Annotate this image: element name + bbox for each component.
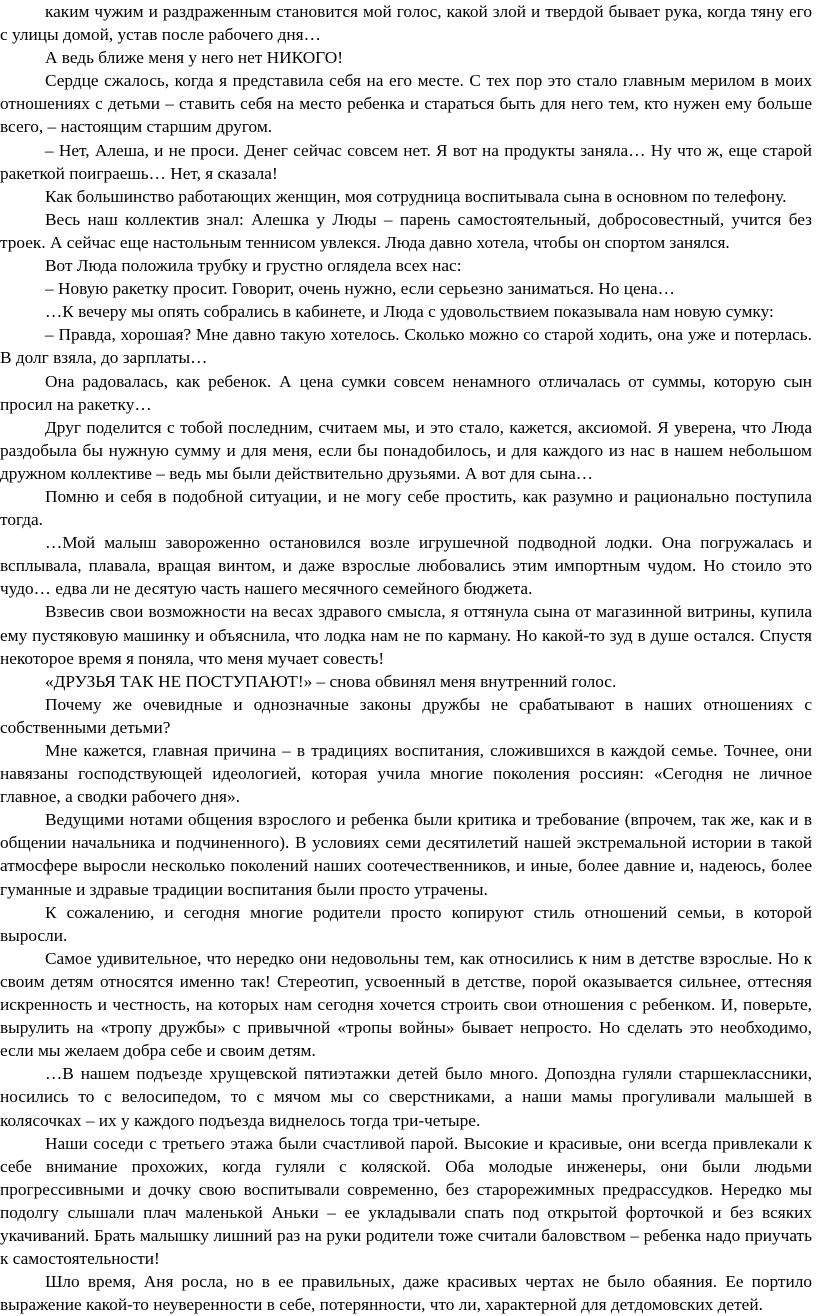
paragraph: каким чужим и раздраженным становится мой голос, какой злой и твердой бывает рука, когда тяну его с улицы домой, устав после рабочего дня… — [0, 2, 812, 45]
paragraph: А ведь ближе меня у него нет НИКОГО! — [45, 48, 343, 68]
paragraph: Наши соседи с третьего этажа были счастливой парой. Высокие и красивые, они всегда привлекали к себе внимание прохожих, когда гуляли с коляской. Оба молодые инженеры, они были людьми прогрессивными и дочку свою воспитывали современно, без старорежимных предрассудков. Нередко мы подолгу слышали плач маленькой Аньки – ее укладывали спать под открытой форточкой и без всяких укачиваний. Брать малышку лишний раз на руки родители тоже считали баловством – ребенка надо приучать к самостоятельности! — [0, 1133, 812, 1269]
paragraph: – Правда, хорошая? Мне давно такую хотелось. Сколько можно со старой ходить, она уже и потерлась. В долг взяла, до зарплаты… — [0, 325, 812, 368]
paragraph: Сердце сжалось, когда я представила себя на его месте. С тех пор это стало главным мерилом в моих отношениях с детьми – ставить себя на место ребенка и стараться быть для него тем, кто нужен ему больше всего, – настоящим старшим другом. — [0, 71, 812, 137]
paragraph: – Нет, Алеша, и не проси. Денег сейчас совсем нет. Я вот на продукты заняла… Ну что ж, еще старой ракеткой поиграешь… Нет, я сказала! — [0, 140, 812, 183]
paragraph: …В нашем подъезде хрущевской пятиэтажки детей было много. Допоздна гуляли старшеклассники, носились то с велосипедом, то с мячом мы со сверстниками, а наши мамы прогуливали малышей в колясочках – их у каждого подъезда виднелось тогда три-четыре. — [0, 1064, 812, 1130]
paragraph: К сожалению, и сегодня многие родители просто копируют стиль отношений семьи, в которой выросли. — [0, 902, 812, 945]
paragraph: Вот Люда положила трубку и грустно оглядела всех нас: — [45, 256, 462, 276]
paragraph: Самое удивительное, что нередко они недовольны тем, как относились к ним в детстве взрослые. Но к своим детям относятся именно так! Стереотип, усвоенный в детстве, порой оказывается сильнее, оттесняя искренность и честность, на которых нам сегодня хочется строить свои отношения с ребенком. И, поверьте, вырулить на «тропу дружбы» с привычной «тропы войны» бывает непросто. Но сделать это необходимо, если мы желаем добра себе и своим детям. — [0, 948, 812, 1061]
paragraph: …Мой малыш завороженно остановился возле игрушечной подводной лодки. Она погружалась и всплывала, плавала, вращая винтом, и даже взрослые любовались этим импортным чудом. Но стоило это чудо… едва ли не десятую часть нашего месячного семейного бюджета. — [0, 533, 812, 599]
paragraph: Шло время, Аня росла, но в ее правильных, даже красивых чертах не было обаяния. Ее портило выражение какой-то неуверенности в себе, потерянности, что ли, характерной для детдомовских детей. — [0, 1272, 812, 1315]
paragraph: Друг поделится с тобой последним, считаем мы, и это стало, кажется, аксиомой. Я уверена, что Люда раздобыла бы нужную сумму и для меня, если бы понадобилось, и для каждого из нас в нашем небольшом дружном коллективе – ведь мы были действительно друзьями. А вот для сына… — [0, 417, 812, 483]
paragraph: Мне кажется, главная причина – в традициях воспитания, сложившихся в каждой семье. Точнее, они навязаны господствующей идеологией, которая учила многие поколения россиян: «Сегодня не личное главное, а сводки рабочего дня». — [0, 741, 812, 807]
paragraph: Весь наш коллектив знал: Алешка у Люды – парень самостоятельный, добросовестный, учится без троек. А сейчас еще настольным теннисом увлекся. Люда давно хотела, чтобы он спортом занялся. — [0, 209, 812, 252]
paragraph: Она радовалась, как ребенок. А цена сумки совсем ненамного отличалась от суммы, которую сын просил на ракетку… — [0, 371, 812, 414]
paragraph: Помню и себя в подобной ситуации, и не могу себе простить, как разумно и рационально поступила тогда. — [0, 486, 812, 530]
paragraph: …К вечеру мы опять собрались в кабинете, и Люда с удовольствием показывала нам новую сумку: — [45, 302, 774, 322]
paragraph: Взвесив свои возможности на весах здравого смысла, я оттянула сына от магазинной витрины, купила ему пустяковую машинку и объяснила, что лодка нам не по карману. Но какой-то зуд в душе остался. Спустя некоторое время я поняла, что меня мучает совесть! — [0, 602, 812, 668]
paragraph: «ДРУЗЬЯ ТАК НЕ ПОСТУПАЮТ!» – снова обвинял меня внутренний голос. — [45, 671, 617, 691]
paragraph: Как большинство работающих женщин, моя сотрудница воспитывала сына в основном по телефону. — [45, 186, 787, 206]
paragraph: Почему же очевидные и однозначные законы дружбы не срабатывают в наших отношениях с собственными детьми? — [0, 694, 812, 737]
paragraph: – Новую ракетку просит. Говорит, очень нужно, если серьезно заниматься. Но цена… — [45, 279, 675, 299]
paragraph: Ведущими нотами общения взрослого и ребенка были критика и требование (впрочем, так же, как и в общении начальника и подчиненного). В условиях семи десятилетий нашей экстремальной истории в такой атмосфере выросли несколько поколений наших соотечественников, и иные, более давние и, надеюсь, более гуманные и здравые традиции воспитания были просто утрачены. — [0, 810, 812, 899]
